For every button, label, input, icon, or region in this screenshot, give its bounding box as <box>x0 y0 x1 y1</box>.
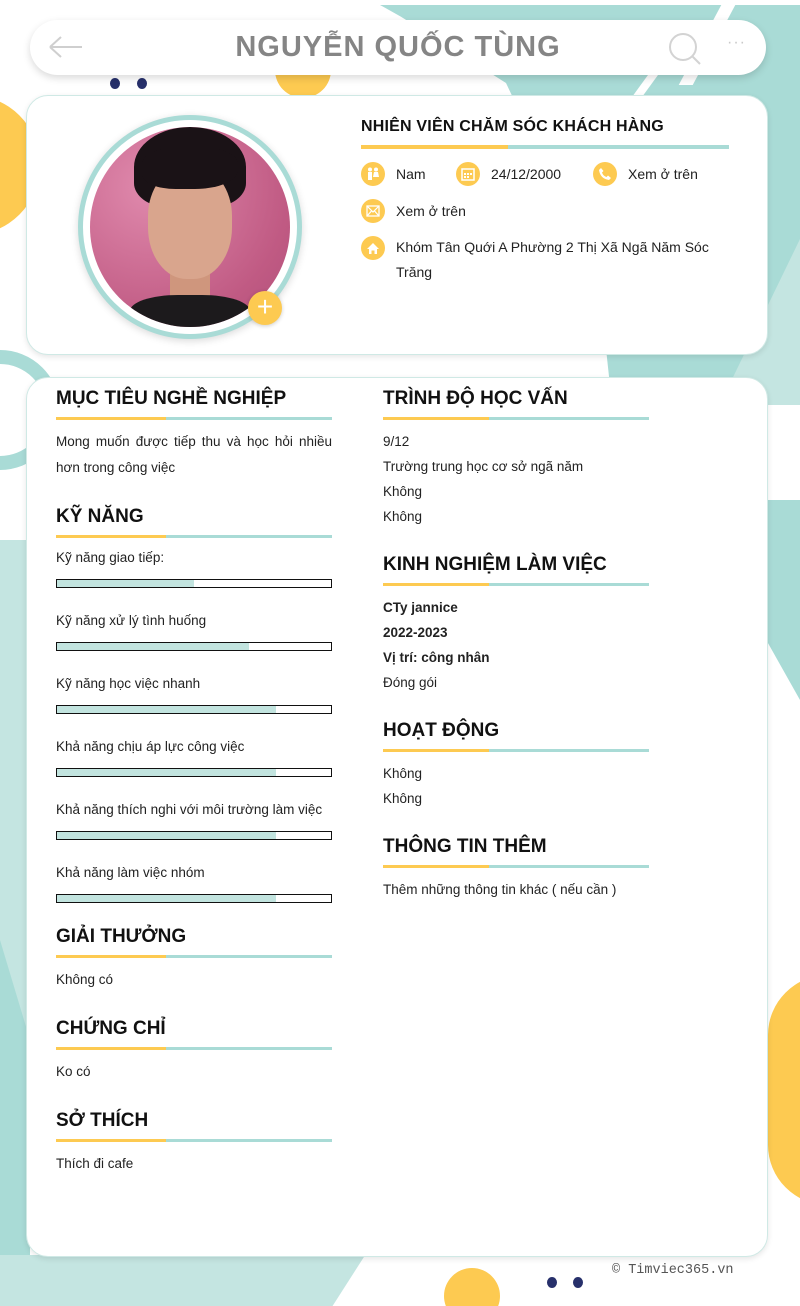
job-title: NHIÊN VIÊN CHĂM SÓC KHÁCH HÀNG <box>361 118 664 135</box>
education-line: Không <box>383 484 423 499</box>
skill-label: Khả năng làm việc nhóm <box>56 865 205 880</box>
home-icon <box>361 236 385 260</box>
bg-white-shape <box>330 1250 800 1306</box>
gender-icon <box>361 162 385 186</box>
skill-item <box>56 611 332 651</box>
section-underline <box>383 417 649 420</box>
section-underline <box>383 865 649 868</box>
bg-dot <box>547 1277 557 1288</box>
search-icon[interactable] <box>668 32 702 66</box>
section-title: HOẠT ĐỘNG <box>383 720 500 741</box>
skill-label: Khả năng chịu áp lực công việc <box>56 739 245 754</box>
section-underline <box>56 535 332 538</box>
section-title: TRÌNH ĐỘ HỌC VẤN <box>383 388 568 409</box>
activities-body <box>383 761 649 811</box>
calendar-icon <box>456 162 480 186</box>
experience-body <box>383 595 649 695</box>
header-bar <box>30 20 766 75</box>
skill-item <box>56 800 332 840</box>
experience-description: Đóng gói <box>383 675 438 690</box>
skill-item <box>56 548 332 588</box>
contact-info <box>361 118 729 285</box>
objective-text: Mong muốn được tiếp thu và học hỏi nhiều hơn trong công việc <box>56 434 332 475</box>
skill-label: Kỹ năng học việc nhanh <box>56 676 201 691</box>
info-row <box>361 162 729 186</box>
section-underline <box>383 583 649 586</box>
skill-label: Khả năng thích nghi với môi trường làm việc <box>56 802 323 817</box>
email-item <box>361 199 466 223</box>
section-experience <box>383 554 649 695</box>
skill-progress-bar <box>56 705 332 714</box>
education-body <box>383 429 649 529</box>
birthday-item <box>456 162 593 186</box>
add-photo-button[interactable]: + <box>248 291 282 325</box>
arrow-left-icon[interactable] <box>48 34 84 60</box>
phone-icon <box>593 162 617 186</box>
skill-progress-bar <box>56 894 332 903</box>
skill-item <box>56 674 332 714</box>
phone-value: Xem ở trên <box>628 166 698 182</box>
email-value: Xem ở trên <box>396 203 466 219</box>
skill-item <box>56 863 332 903</box>
profile-card <box>26 95 768 355</box>
additional-info-text: Thêm những thông tin khác ( nếu cần ) <box>383 882 617 897</box>
skill-item <box>56 737 332 777</box>
experience-position: Vị trí: công nhân <box>383 650 490 665</box>
section-additional-info <box>383 836 649 903</box>
section-title: CHỨNG CHỈ <box>56 1018 166 1039</box>
birthday-value: 24/12/2000 <box>491 166 562 182</box>
section-activities <box>383 720 649 811</box>
education-line: Không <box>383 509 423 524</box>
section-certificates <box>56 1018 332 1085</box>
skill-label: Kỹ năng giao tiếp: <box>56 550 165 565</box>
activity-line: Không <box>383 791 423 806</box>
bg-dot <box>110 78 120 89</box>
skill-progress-bar <box>56 642 332 651</box>
address-value: Khóm Tân Quới A Phường 2 Thị Xã Ngã Năm Sóc Trăng <box>396 239 709 280</box>
section-title: KỸ NĂNG <box>56 506 144 527</box>
section-underline <box>56 1139 332 1142</box>
skill-progress-bar <box>56 768 332 777</box>
avatar-frame <box>78 115 302 339</box>
skill-progress-bar <box>56 831 332 840</box>
bg-dot <box>137 78 147 89</box>
cv-body-card <box>26 377 768 1257</box>
candidate-name: NGUYỄN QUỐC TÙNG <box>235 31 561 63</box>
experience-period: 2022-2023 <box>383 625 448 640</box>
title-underline <box>361 145 729 149</box>
left-column <box>56 388 332 1202</box>
more-horizontal-icon[interactable]: ··· <box>727 34 746 51</box>
info-row <box>361 199 729 223</box>
section-title: KINH NGHIỆM LÀM VIỆC <box>383 554 607 575</box>
envelope-icon <box>361 199 385 223</box>
bg-dot <box>573 1277 583 1288</box>
hobbies-text: Thích đi cafe <box>56 1156 134 1171</box>
section-title: SỞ THÍCH <box>56 1110 149 1131</box>
section-title: MỤC TIÊU NGHỀ NGHIỆP <box>56 388 287 409</box>
education-line: 9/12 <box>383 434 410 449</box>
skill-label: Kỹ năng xử lý tình huống <box>56 613 207 628</box>
section-title: GIẢI THƯỞNG <box>56 926 187 947</box>
skill-progress-bar <box>56 579 332 588</box>
section-underline <box>56 417 332 420</box>
section-underline <box>383 749 649 752</box>
education-line: Trường trung học cơ sở ngã năm <box>383 459 584 474</box>
section-title: THÔNG TIN THÊM <box>383 836 547 857</box>
section-awards <box>56 926 332 993</box>
section-hobbies <box>56 1110 332 1177</box>
gender-item <box>361 162 456 186</box>
bg-yellow-shape <box>768 975 800 1205</box>
section-underline <box>56 955 332 958</box>
section-skills <box>56 506 332 903</box>
section-education <box>383 388 649 529</box>
experience-company: CTy jannice <box>383 600 458 615</box>
activity-line: Không <box>383 766 423 781</box>
info-row <box>361 236 729 285</box>
gender-value: Nam <box>396 166 426 182</box>
awards-text: Không có <box>56 972 114 987</box>
phone-item <box>593 162 698 186</box>
copyright-footer: © Timviec365.vn <box>612 1263 734 1278</box>
section-underline <box>56 1047 332 1050</box>
right-column <box>383 388 649 928</box>
certificates-text: Ko có <box>56 1064 91 1079</box>
section-objective <box>56 388 332 481</box>
